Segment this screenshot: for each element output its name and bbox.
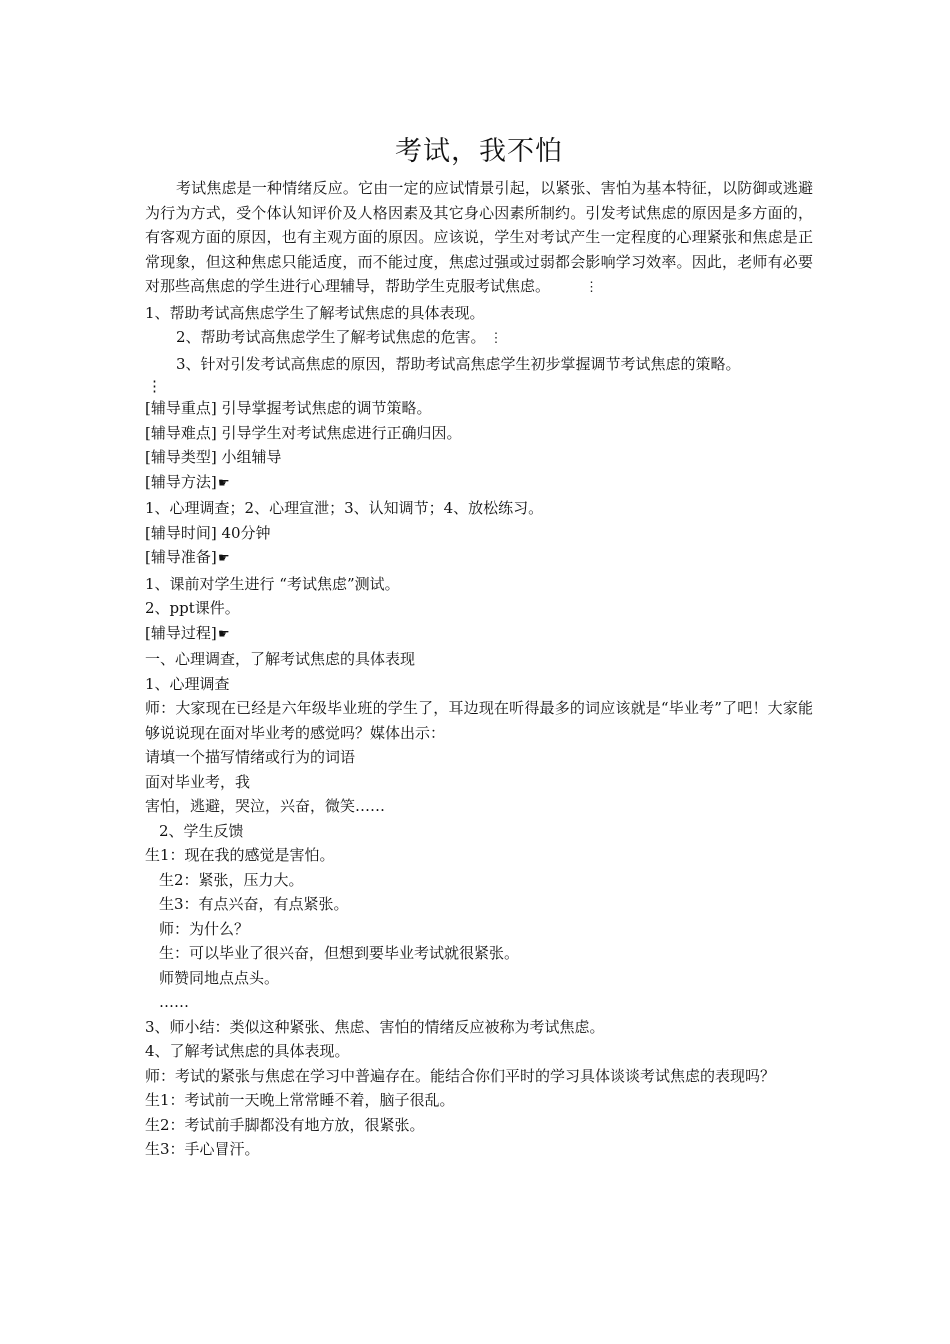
- meta-method-heading: [145, 470, 813, 497]
- meta-time: [辅导时间] 40分钟: [145, 523, 271, 542]
- teacher-question: 师：为什么？: [159, 919, 250, 938]
- fill-prompt: 请填一个描写情绪或行为的词语: [145, 748, 356, 766]
- meta-method-label: [辅导方法]: [145, 472, 217, 491]
- pointing-hand-icon: ☚: [217, 475, 230, 491]
- goal-text: 2、帮助考试高焦虑学生了解考试焦虑的危害。: [176, 328, 486, 346]
- intro-text: 考试焦虑是一种情绪反应。它由一定的应试情景引起，以紧张、害怕为基本特征，以防御或逃避为行为方式，受个体认知评价及人格因素及其它身心因素所制约。引发考试焦虑的原因是多方面的，有客观方面的原因，也有主观方面的原因。应该说，学生对考试产生一定程度的心理紧张和焦虑是正常现象，但这种焦虑只能适度，而不能过度，焦虑过强或过弱都会影响学习效率。因此，老师有必要对那些高焦虑的学生进行心理辅导，帮助学生克服考试焦虑。: [145, 179, 813, 295]
- anchor-mark-icon: ⋮: [585, 280, 599, 295]
- student-response: 生1：现在我的感觉是害怕。: [145, 846, 335, 864]
- intro-paragraph: [145, 176, 813, 301]
- meta-focus: [辅导重点] 引导掌握考试焦虑的调节策略。: [145, 399, 432, 417]
- subsection-heading: 4、了解考试焦虑的具体表现。: [145, 1042, 350, 1060]
- pointing-hand-icon: ☚: [217, 626, 230, 642]
- meta-process-label: [辅导过程]: [145, 623, 217, 642]
- ellipsis: ……: [159, 993, 189, 1011]
- anchor-mark-icon: ⋮: [147, 377, 162, 395]
- meta-type: [辅导类型] 小组辅导: [145, 448, 282, 466]
- meta-prep-heading: [145, 545, 813, 572]
- teacher-line: 师：大家现在已经是六年级毕业班的学生了，耳边现在听得最多的词应该就是“毕业考”了吧！大家能够说说现在面对毕业考的感觉吗？媒体出示：: [145, 699, 813, 742]
- document-title: 考试，我不怕: [395, 136, 563, 167]
- meta-methods: 1、心理调查；2、心理宣泄；3、认知调节；4、放松练习。: [145, 499, 544, 517]
- student-response: 生：可以毕业了很兴奋，但想到要毕业考试就很紧张。: [159, 944, 520, 962]
- anchor-mark-icon: ⋮: [489, 331, 503, 346]
- student-answer: 生3：手心冒汗。: [145, 1140, 260, 1158]
- student-response: 生2：紧张，压力大。: [159, 870, 304, 889]
- section-heading: 一、心理调查，了解考试焦虑的具体表现: [145, 650, 416, 668]
- teacher-action: 师赞同地点点头。: [159, 968, 280, 987]
- student-answer: 生1：考试前一天晚上常常睡不着，脑子很乱。: [145, 1091, 455, 1109]
- fill-prompt: 面对毕业考，我: [145, 772, 251, 791]
- subsection-heading: 2、学生反馈: [159, 821, 244, 840]
- teacher-line: 师：考试的紧张与焦虑在学习中普遍存在。能结合你们平时的学习具体谈谈考试焦虑的表现吗？: [145, 1066, 776, 1085]
- goal-item: [145, 325, 813, 352]
- meta-prep-item: 1、课前对学生进行 “考试焦虑”测试。: [145, 574, 400, 593]
- student-answer: 生2：考试前手脚都没有地方放，很紧张。: [145, 1115, 425, 1134]
- document-page: [145, 128, 813, 1162]
- goal-item: 1、帮助考试高焦虑学生了解考试焦虑的具体表现。: [145, 303, 485, 322]
- goal-item: 3、针对引发考试高焦虑的原因，帮助考试高焦虑学生初步掌握调节考试焦虑的策略。: [176, 354, 741, 373]
- meta-process-heading: [145, 621, 813, 648]
- fill-options: 害怕，逃避，哭泣，兴奋，微笑……: [145, 797, 386, 815]
- meta-difficulty: [辅导难点] 引导学生对考试焦虑进行正确归因。: [145, 423, 462, 442]
- meta-prep-item: 2、ppt课件。: [145, 599, 240, 617]
- subsection-heading: 1、心理调查: [145, 674, 230, 693]
- pointing-hand-icon: ☚: [217, 551, 230, 566]
- meta-prep-label: [辅导准备]: [145, 548, 217, 566]
- subsection-heading: 3、师小结：类似这种紧张、焦虑、害怕的情绪反应被称为考试焦虑。: [145, 1017, 605, 1036]
- student-response: 生3：有点兴奋，有点紧张。: [159, 895, 349, 913]
